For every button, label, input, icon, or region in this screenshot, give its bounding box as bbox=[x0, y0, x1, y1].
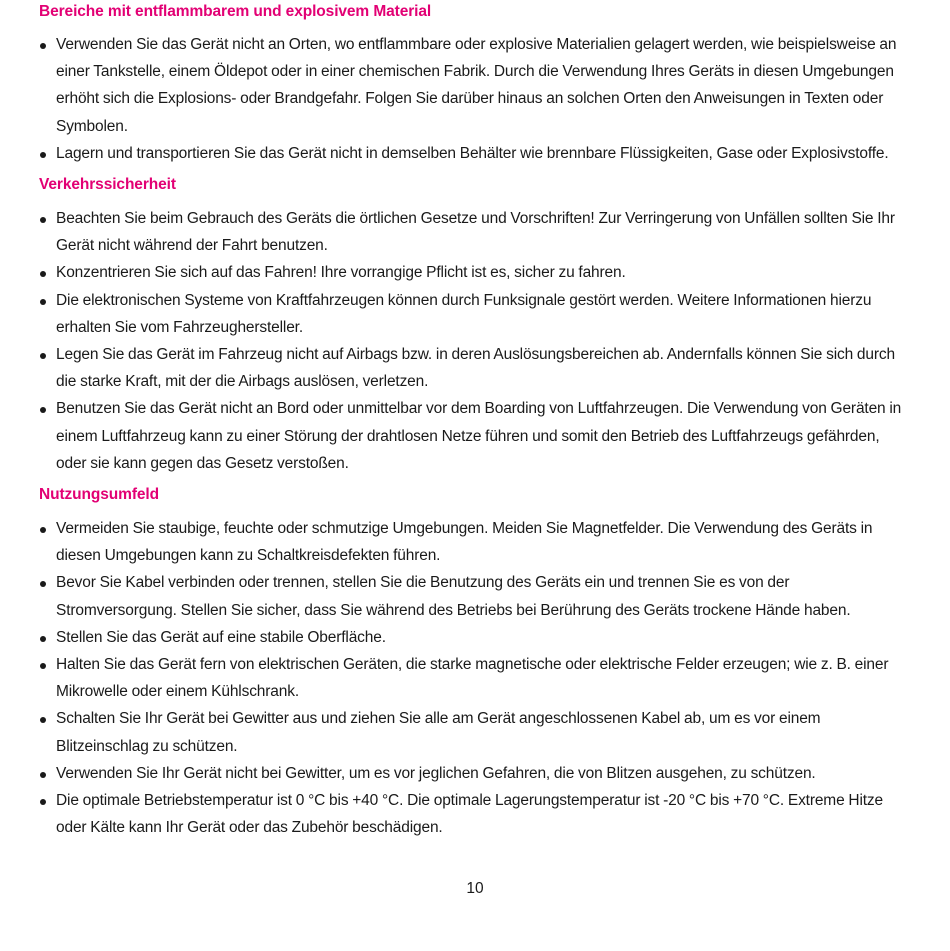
list-item bbox=[39, 651, 909, 705]
bullet-dot-icon bbox=[40, 152, 46, 158]
list-item-text: Benutzen Sie das Gerät nicht an Bord oder unmittelbar vor dem Boarding von Luftfahrzeugen. Die Verwendung von Geräten in einem Luftfahrzeug kann zu einer Störung der drahtlosen Netze führen und somit den Betrieb des Luftfahrzeugs gefährden, oder sie kann gegen das Gesetz verstoßen. bbox=[56, 400, 902, 472]
list-item-text: Vermeiden Sie staubige, feuchte oder schmutzige Umgebungen. Meiden Sie Magnetfelder. Die Verwendung des Geräts in diesen Umgebungen kann zu Schaltkreisdefekten führen. bbox=[56, 520, 873, 565]
list-item bbox=[39, 140, 909, 167]
list-item-text: Verwenden Sie Ihr Gerät nicht bei Gewitter, um es vor jeglichen Gefahren, die von Blitzen ausgehen, zu schützen. bbox=[56, 764, 816, 782]
list-item bbox=[39, 31, 909, 140]
list-item-text: Die elektronischen Systeme von Kraftfahrzeugen können durch Funksignale gestört werden. Weitere Informationen hierzu erhalten Sie vom Fahrzeughersteller. bbox=[56, 291, 872, 336]
bullet-dot-icon bbox=[40, 636, 46, 642]
list-item bbox=[39, 760, 909, 787]
bullet-dot-icon bbox=[40, 717, 46, 723]
bullet-dot-icon bbox=[40, 799, 46, 805]
document-page bbox=[39, 0, 909, 841]
bullet-dot-icon bbox=[40, 407, 46, 413]
page-number: 10 bbox=[466, 880, 484, 897]
section-heading-traffic-safety: Verkehrssicherheit bbox=[39, 176, 176, 194]
list-item-text: Lagern und transportieren Sie das Gerät nicht in demselben Behälter wie brennbare Flüssigkeiten, Gase oder Explosivstoffe. bbox=[56, 144, 889, 162]
list-item bbox=[39, 395, 909, 477]
list-item-text: Beachten Sie beim Gebrauch des Geräts die örtlichen Gesetze und Vorschriften! Zur Verringerung von Unfällen sollten Sie Ihr Gerät nicht während der Fahrt benutzen. bbox=[56, 210, 895, 255]
section-heading-usage-environment: Nutzungsumfeld bbox=[39, 486, 160, 504]
section-heading-flammable: Bereiche mit entflammbarem und explosivem Material bbox=[39, 3, 432, 20]
list-item-text: Halten Sie das Gerät fern von elektrischen Geräten, die starke magnetische oder elektrische Felder erzeugen; wie z. B. einer Mikrowelle oder einem Kühlschrank. bbox=[56, 656, 889, 701]
list-item-text: Konzentrieren Sie sich auf das Fahren! Ihre vorrangige Pflicht ist es, sicher zu fahren. bbox=[56, 264, 626, 282]
bullet-list-traffic-safety bbox=[39, 205, 909, 477]
bullet-dot-icon bbox=[40, 527, 46, 533]
list-item-text: Stellen Sie das Gerät auf eine stabile Oberfläche. bbox=[56, 628, 386, 646]
list-item bbox=[39, 787, 909, 841]
bullet-dot-icon bbox=[40, 271, 46, 277]
list-item bbox=[39, 341, 909, 395]
bullet-dot-icon bbox=[40, 217, 46, 223]
list-item-text: Die optimale Betriebstemperatur ist 0 °C bis +40 °C. Die optimale Lagerungstemperatur ist -20 °C bis +70 °C. Extreme Hitze oder Kälte kann Ihr Gerät oder das Zubehör beschädigen. bbox=[56, 792, 883, 837]
list-item bbox=[39, 515, 909, 569]
list-item-text: Schalten Sie Ihr Gerät bei Gewitter aus und ziehen Sie alle am Gerät angeschlossenen Kabel ab, um es vor einem Blitzeinschlag zu schützen. bbox=[56, 710, 821, 755]
bullet-dot-icon bbox=[40, 772, 46, 778]
list-item-text: Verwenden Sie das Gerät nicht an Orten, wo entflammbare oder explosive Materialien gelagert werden, wie beispielsweise an einer Tankstelle, einem Öldepot oder in einer chemischen Fabrik. Durch die Verwendung Ihres Geräts in diesen Umgebungen erhöht sich die Explosions- oder Brandgefahr. Folgen Sie darüber hinaus an solchen Orten den Anweisungen in Texten oder Symbolen. bbox=[56, 36, 897, 135]
list-item bbox=[39, 705, 909, 759]
list-item bbox=[39, 287, 909, 341]
bullet-dot-icon bbox=[40, 299, 46, 305]
bullet-dot-icon bbox=[40, 43, 46, 49]
bullet-dot-icon bbox=[40, 663, 46, 669]
bullet-dot-icon bbox=[40, 353, 46, 359]
list-item-text: Legen Sie das Gerät im Fahrzeug nicht auf Airbags bzw. in deren Auslösungsbereichen ab. Andernfalls können Sie sich durch die starke Kraft, mit der die Airbags auslösen, verletzen. bbox=[56, 346, 895, 391]
list-item bbox=[39, 259, 909, 286]
bullet-list-usage-environment bbox=[39, 515, 909, 841]
list-item bbox=[39, 569, 909, 623]
list-item bbox=[39, 624, 909, 651]
bullet-dot-icon bbox=[40, 581, 46, 587]
list-item-text: Bevor Sie Kabel verbinden oder trennen, stellen Sie die Benutzung des Geräts ein und trennen Sie es von der Stromversorgung. Stellen Sie sicher, dass Sie während des Betriebs bei Berührung des Geräts trockene Hände haben. bbox=[56, 574, 851, 619]
bullet-list-flammable bbox=[39, 31, 909, 167]
list-item bbox=[39, 205, 909, 259]
